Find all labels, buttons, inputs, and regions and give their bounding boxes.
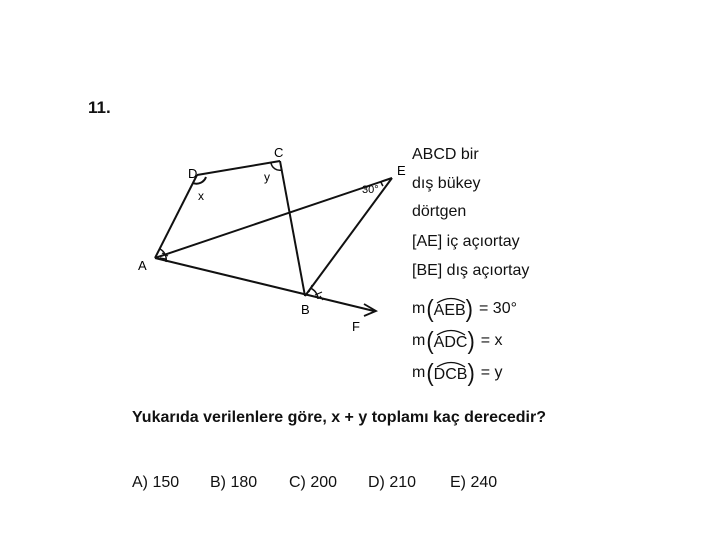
arc-E — [381, 182, 383, 186]
angle-label-x: x — [198, 189, 204, 203]
option-d[interactable]: D) 210 — [368, 474, 417, 491]
measure-prefix: m — [412, 332, 426, 349]
measure-rhs: = y — [480, 364, 503, 381]
ray-ABF — [155, 258, 374, 311]
segment-CB — [280, 161, 305, 296]
option-b[interactable]: B) 180 — [210, 474, 258, 491]
info-line-4: [AE] iç açıortay — [412, 233, 520, 250]
measure-aeb: m ( AEB ) = 30° — [412, 294, 517, 323]
measure-angle: AEB — [433, 301, 466, 319]
measure-prefix: m — [412, 300, 426, 317]
label-C: C — [274, 145, 284, 160]
info-line-2: dış bükey — [412, 175, 481, 192]
label-F: F — [352, 319, 360, 334]
label-A: A — [138, 258, 147, 273]
measure-rhs: = 30° — [479, 300, 517, 317]
label-E: E — [397, 163, 406, 178]
info-line-5: [BE] dış açıortay — [412, 262, 530, 279]
option-c[interactable]: C) 200 — [289, 474, 338, 491]
label-B: B — [301, 302, 310, 317]
segment-BE — [305, 178, 392, 296]
measure-angle: ADC — [433, 333, 468, 351]
question-number: 11. — [88, 98, 111, 117]
option-a[interactable]: A) 150 — [132, 474, 180, 491]
angle-hat-icon — [434, 360, 468, 368]
measure-prefix: m — [412, 364, 426, 381]
question-text: Yukarıda verilenlere göre, x + y toplamı kaç derecedir? — [132, 409, 546, 426]
segment-AE — [155, 178, 392, 258]
label-D: D — [188, 166, 198, 181]
option-e[interactable]: E) 240 — [450, 474, 498, 491]
info-line-3: dörtgen — [412, 203, 467, 220]
angle-hat-icon — [434, 296, 468, 304]
measure-dcb: m ( DCB ) = y — [412, 358, 503, 387]
angle-hat-icon — [434, 328, 468, 336]
angle-label-y: y — [264, 170, 270, 184]
measure-rhs: = x — [480, 332, 503, 349]
measure-adc: m ( ADC ) = x — [412, 326, 503, 355]
angle-label-e: 30° — [362, 184, 379, 196]
measure-angle: DCB — [433, 365, 468, 383]
info-line-1: ABCD bir — [412, 146, 479, 163]
